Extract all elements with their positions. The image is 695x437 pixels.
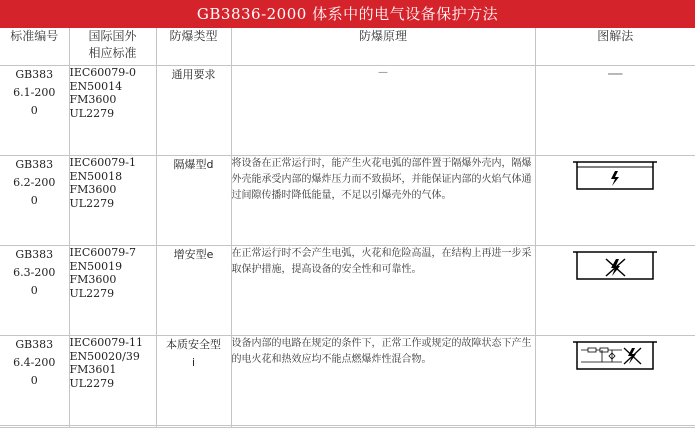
row-diagram: [535, 246, 695, 336]
table-row: [0, 426, 695, 428]
row-diagram: [535, 156, 695, 246]
row-type: 通用要求: [156, 66, 231, 156]
header-code: 标准编号: [0, 28, 69, 66]
table-row: [0, 66, 695, 156]
flameproof-enclosure-icon: [572, 156, 658, 192]
table-row: [0, 336, 695, 426]
page-title: GB3836-2000 体系中的电气设备保护方法: [0, 0, 695, 28]
row-type: 增安型e: [156, 246, 231, 336]
row-diagram: [535, 336, 695, 426]
header-principle: 防爆原理: [231, 28, 535, 66]
row-principle: 设备内部的电路在规定的条件下，正常工作或规定的故障状态下产生的电火花和热效应均不能点燃爆炸性混合物。: [231, 336, 535, 426]
row-principle: 在正常运行时不会产生电弧，火花和危险高温，在结构上再进一步采取保护措施，提高设备的安全性和可靠性。: [231, 246, 535, 336]
protection-methods-table: [0, 28, 695, 428]
row-code: GB3836.1-2000: [0, 66, 69, 156]
header-type: 防爆类型: [156, 28, 231, 66]
table-header-row: [0, 28, 695, 66]
row-standards: IEC60079-11 EN50020/39 FM3601 UL2279: [69, 336, 156, 426]
row-standards: IEC60079-7 EN50019 FM3600 UL2279: [69, 246, 156, 336]
header-intl-standard: 国际国外相应标准: [69, 28, 156, 66]
row-standards: IEC60079-1 EN50018 FM3600 UL2279: [69, 156, 156, 246]
row-type: 隔爆型d: [156, 156, 231, 246]
row-code: GB3836.2-2000: [0, 156, 69, 246]
row-principle: 将设备在正常运行时，能产生火花电弧的部件置于隔爆外壳内，隔爆外壳能承受内部的爆炸压力而不致损坏，并能保证内部的火焰气体通过间隙传播时降低能量，不足以引爆壳外的气体。: [231, 156, 535, 246]
intrinsic-safety-icon: [572, 336, 658, 372]
row-code: GB3836.3-2000: [0, 246, 69, 336]
row-principle: —: [231, 66, 535, 156]
table-row: [0, 156, 695, 246]
increased-safety-icon: [572, 246, 658, 282]
row-standards: IEC60079-0 EN50014 FM3600 UL2279: [69, 66, 156, 156]
table-row: [0, 246, 695, 336]
row-type: 本质安全型i: [156, 336, 231, 426]
header-diagram: 图解法: [535, 28, 695, 66]
row-code: GB3836.4-2000: [0, 336, 69, 426]
row-diagram: —: [535, 66, 695, 156]
